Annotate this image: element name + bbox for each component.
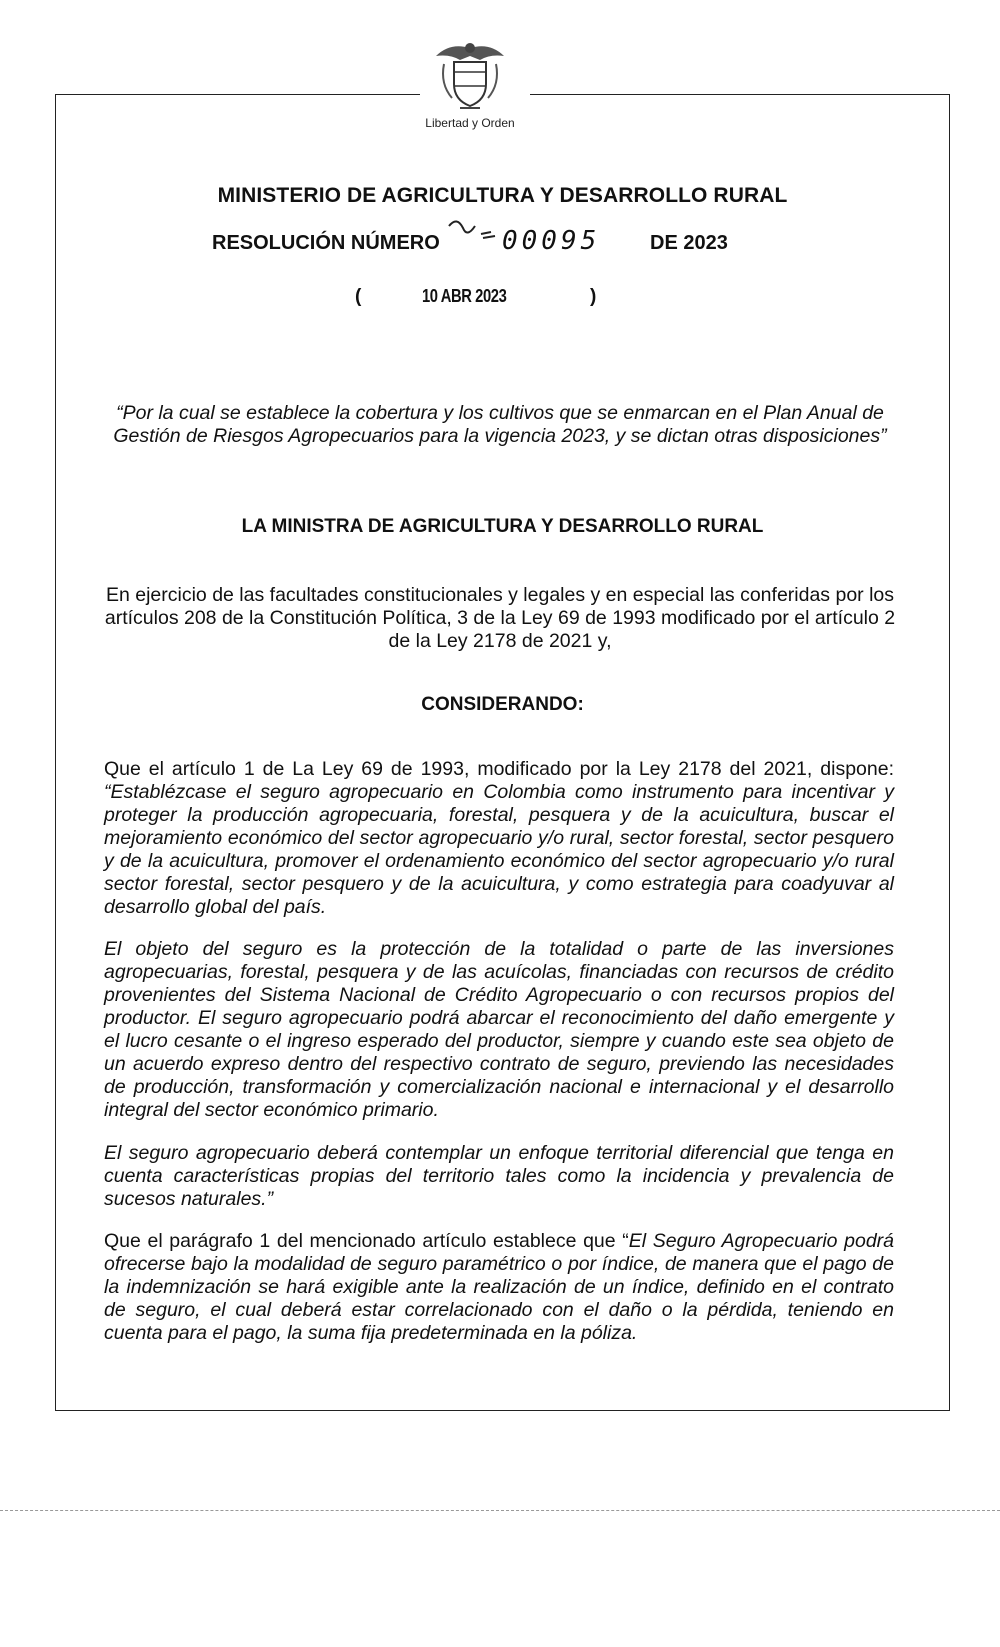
resolution-number: 00095 [502,226,601,256]
considerando-paragraph-4 [104,1230,894,1345]
considerando-paragraph-1 [104,758,894,919]
considerando-heading: CONSIDERANDO: [421,694,584,715]
faculties-paragraph: En ejercicio de las facultades constitucionales y legales y en especial las conferidas por los artículos 208 de la Constitución Política, 3 de la Ley 69 de 1993 modificado por el artículo 2 de la Ley 2178 de 2021 y, [104,584,896,652]
stamp-scribble-icon [445,214,505,248]
resolution-label: RESOLUCIÓN NÚMERO [212,232,440,254]
paragraph-1-quote: “Establézcase el seguro agropecuario en Colombia como instrumento para incentivar y proteger la producción agropecuaria, forestal, pesquera y de la acuicultura, buscar el mejoramiento económico del sector agropecuario y/o rural, sector forestal, sector pesquero y de la acuicultura, promover el ordenamiento económico del sector agropecuario y/o rural sector forestal, sector pesquero y de la acuicultura, y como estrategia para coadyuvar al desarrollo global del país. [104,781,894,918]
considerando-paragraph-3: El seguro agropecuario deberá contemplar un enfoque territorial diferencial que tenga en cuenta características propias del territorio tales como la incidencia y prevalencia de sucesos naturales.” [104,1142,894,1210]
minister-heading: LA MINISTRA DE AGRICULTURA Y DESARROLLO RURAL [241,516,764,537]
paragraph-4-quote: El Seguro Agropecuario podrá ofrecerse bajo la modalidad de seguro paramétrico o por índice, de manera que el pago de la indemnización se hará exigible ante la realización de un índice, definido en el contrato de seguro, el cual deberá estar correlacionado con el daño o la pérdida, teniendo en cuenta para el pago, la suma fija predeterminada en la póliza. [104,1230,894,1344]
coat-of-arms-icon [430,34,510,114]
resolution-title: “Por la cual se establece la cobertura y los cultivos que se enmarcan en el Plan Anual de Gestión de Riesgos Agropecuarios para la vigencia 2023, y se dictan otras disposiciones” [113,402,887,447]
date-open-paren: ( [355,286,362,307]
date-stamp: 10 ABR 2023 [422,286,507,306]
considerando-paragraph-2: El objeto del seguro es la protección de la totalidad o parte de las inversiones agropecuarias, forestal, pesquera y de las acuícolas, financiadas con recursos de crédito provenientes del Sistema Nacional de Crédito Agropecuario o con recursos propios del productor. El seguro agropecuario podrá abarcar el reconocimiento del daño emergente y el lucro cesante o el ingreso esperado del productor, siempre y cuando este sea objeto de un acuerdo expreso dentro del respectivo contrato de seguro, previendo las necesidades de producción, transformación y comercialización nacional e internacional y el desarrollo integral del sector económico primario. [104,938,894,1121]
seal-motto: Libertad y Orden [425,116,515,130]
paragraph-4-intro: Que el parágrafo 1 del mencionado artículo establece que “ [104,1230,629,1252]
resolution-year: DE 2023 [650,232,728,254]
ministry-heading: MINISTERIO DE AGRICULTURA Y DESARROLLO RURAL [217,184,788,207]
paragraph-1-intro: Que el artículo 1 de La Ley 69 de 1993, modificado por la Ley 2178 del 2021, dispone: [104,758,894,780]
date-close-paren: ) [590,286,597,307]
page-bottom-divider [0,1510,1000,1511]
